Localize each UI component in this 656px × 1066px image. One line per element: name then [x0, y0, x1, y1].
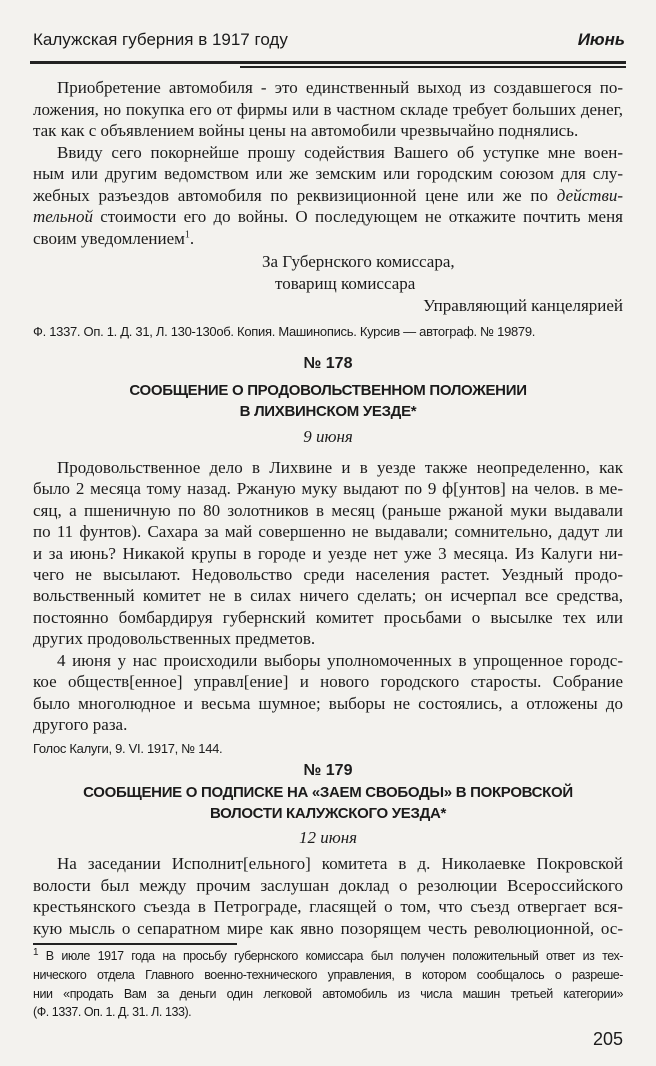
text-line: кую мысль о сепаратном мире как явно позорящем честь революционной, ос- — [33, 919, 623, 938]
footnote-line — [33, 947, 623, 966]
footnote-ref[interactable]: 1 — [184, 229, 190, 241]
text-line: по 11 фунтов). Сахара за май совершенно не выдавали; сомнительно, дадут ли — [33, 522, 623, 541]
text-segment: жебных разъездов автомобиля по реквизиционной цене или же по — [33, 186, 557, 205]
text-line: чего не высылают. Недовольство среди населения растет. Уездный продо- — [33, 565, 623, 584]
text-line: сяц, а пшеничную по 80 золотников в месяц (раньше ржаной муки выдавали — [33, 501, 623, 520]
text-line — [33, 228, 623, 250]
footnote-line: нии «продать Вам за деньги один легковой автомобиль из числа машин третьей категории» — [33, 987, 623, 1001]
text-line: вольственный комитет не в силах ничего сделать; он исчерпал все средства, — [33, 586, 623, 605]
text-line: других продовольственных предметов. — [33, 629, 316, 648]
text-segment: . — [189, 229, 195, 248]
header-rule-thin — [240, 66, 626, 68]
italic-segment: тельной — [33, 207, 93, 226]
text-line: и за июнь? Никакой крупы в городе и уезде нет уже 3 месяца. Из Калуги ни- — [33, 544, 623, 563]
signature-line: Управляющий канцелярией — [423, 296, 623, 315]
document-number: № 179 — [303, 762, 353, 779]
text-line: так как с объявлением войны цены на автомобили чрезвычайно поднялись. — [33, 121, 579, 140]
text-line: ным или другим ведомством или же земским или городским союзом для слу- — [33, 164, 623, 183]
text-line: постоянно бомбардируя губернский комитет просьбами о высылке тех или — [33, 608, 623, 627]
text-segment: В июле 1917 года на просьбу губернского комиссара был получен положительный ответ из тех- — [38, 949, 623, 963]
text-line: кое обществ[енное] управл[ение] и нового городского старосты. Собрание — [33, 672, 623, 691]
signature-line: товарищ комиссара — [275, 274, 416, 293]
document-date: 12 июня — [298, 828, 358, 847]
text-segment: стоимости его до войны. О последующем не откажите почтить меня — [92, 207, 623, 226]
italic-segment: действи- — [556, 186, 623, 205]
signature-line: За Губернского комиссара, — [262, 252, 455, 271]
footnote-marker: 1 — [33, 946, 39, 958]
text-line: 4 июня у нас происходили выборы уполномоченных в упрощенное городс- — [57, 651, 623, 670]
text-line: Приобретение автомобиля - это единственный выход из создавшегося по- — [57, 78, 623, 97]
document-date: 9 июня — [303, 427, 353, 446]
document-title: ВОЛОСТИ КАЛУЖСКОГО УЕЗДА* — [209, 805, 447, 822]
text-line — [33, 206, 623, 228]
footnote-rule — [33, 943, 237, 945]
text-line: Ввиду сего покорнейше прошу содействия Вашего об уступке мне воен- — [57, 143, 623, 162]
text-line — [33, 185, 623, 207]
source-reference: Голос Калуги, 9. VI. 1917, № 144. — [33, 741, 223, 756]
text-line: Продовольственное дело в Лихвине и в уезде также неопределенно, как — [57, 458, 623, 477]
text-line: было многолюдное и весьма шумное; выборы не состоялись, а отложены до — [33, 694, 623, 713]
footnote-line: нического отдела Главного военно-технического управления, в котором сообщалось о разреше- — [33, 968, 623, 982]
text-line: крестьянского съезда в Петрограде, гласящей о том, что съезд отвергает вся- — [33, 897, 623, 916]
text-line: волости был между прочим заслушан доклад о резолюции Всероссийского — [33, 876, 623, 895]
text-line: было 2 месяца тому назад. Ржаную муку выдают по 9 ф[унтов] на челов. в ме- — [33, 479, 623, 498]
footnote-line: (Ф. 1337. Оп. 1. Д. 31. Л. 133). — [33, 1005, 192, 1019]
text-segment: своим уведомлением — [33, 229, 185, 248]
text-line: другого раза. — [33, 715, 128, 734]
document-number: № 178 — [303, 355, 353, 372]
section-title: Июнь — [577, 30, 625, 49]
archive-reference: Ф. 1337. Оп. 1. Д. 31, Л. 130-130об. Копия. Машинопись. Курсив — автограф. № 19879. — [33, 324, 536, 339]
text-line: На заседании Исполнит[ельного] комитета в д. Николаевке Покровской — [57, 854, 623, 873]
document-title: СООБЩЕНИЕ О ПОДПИСКЕ НА «ЗАЕМ СВОБОДЫ» В ПОКРОВСКОЙ — [83, 784, 573, 801]
book-title: Калужская губерния в 1917 году — [33, 30, 288, 49]
document-title: В ЛИХВИНСКОМ УЕЗДЕ* — [239, 403, 417, 420]
text-line: ложения, но покупка его от фирмы или в частном складе требует больших денег, — [33, 100, 623, 119]
document-title: СООБЩЕНИЕ О ПРОДОВОЛЬСТВЕННОМ ПОЛОЖЕНИИ — [129, 382, 527, 399]
page-number: 205 — [592, 1029, 623, 1049]
header-rule — [30, 61, 626, 64]
